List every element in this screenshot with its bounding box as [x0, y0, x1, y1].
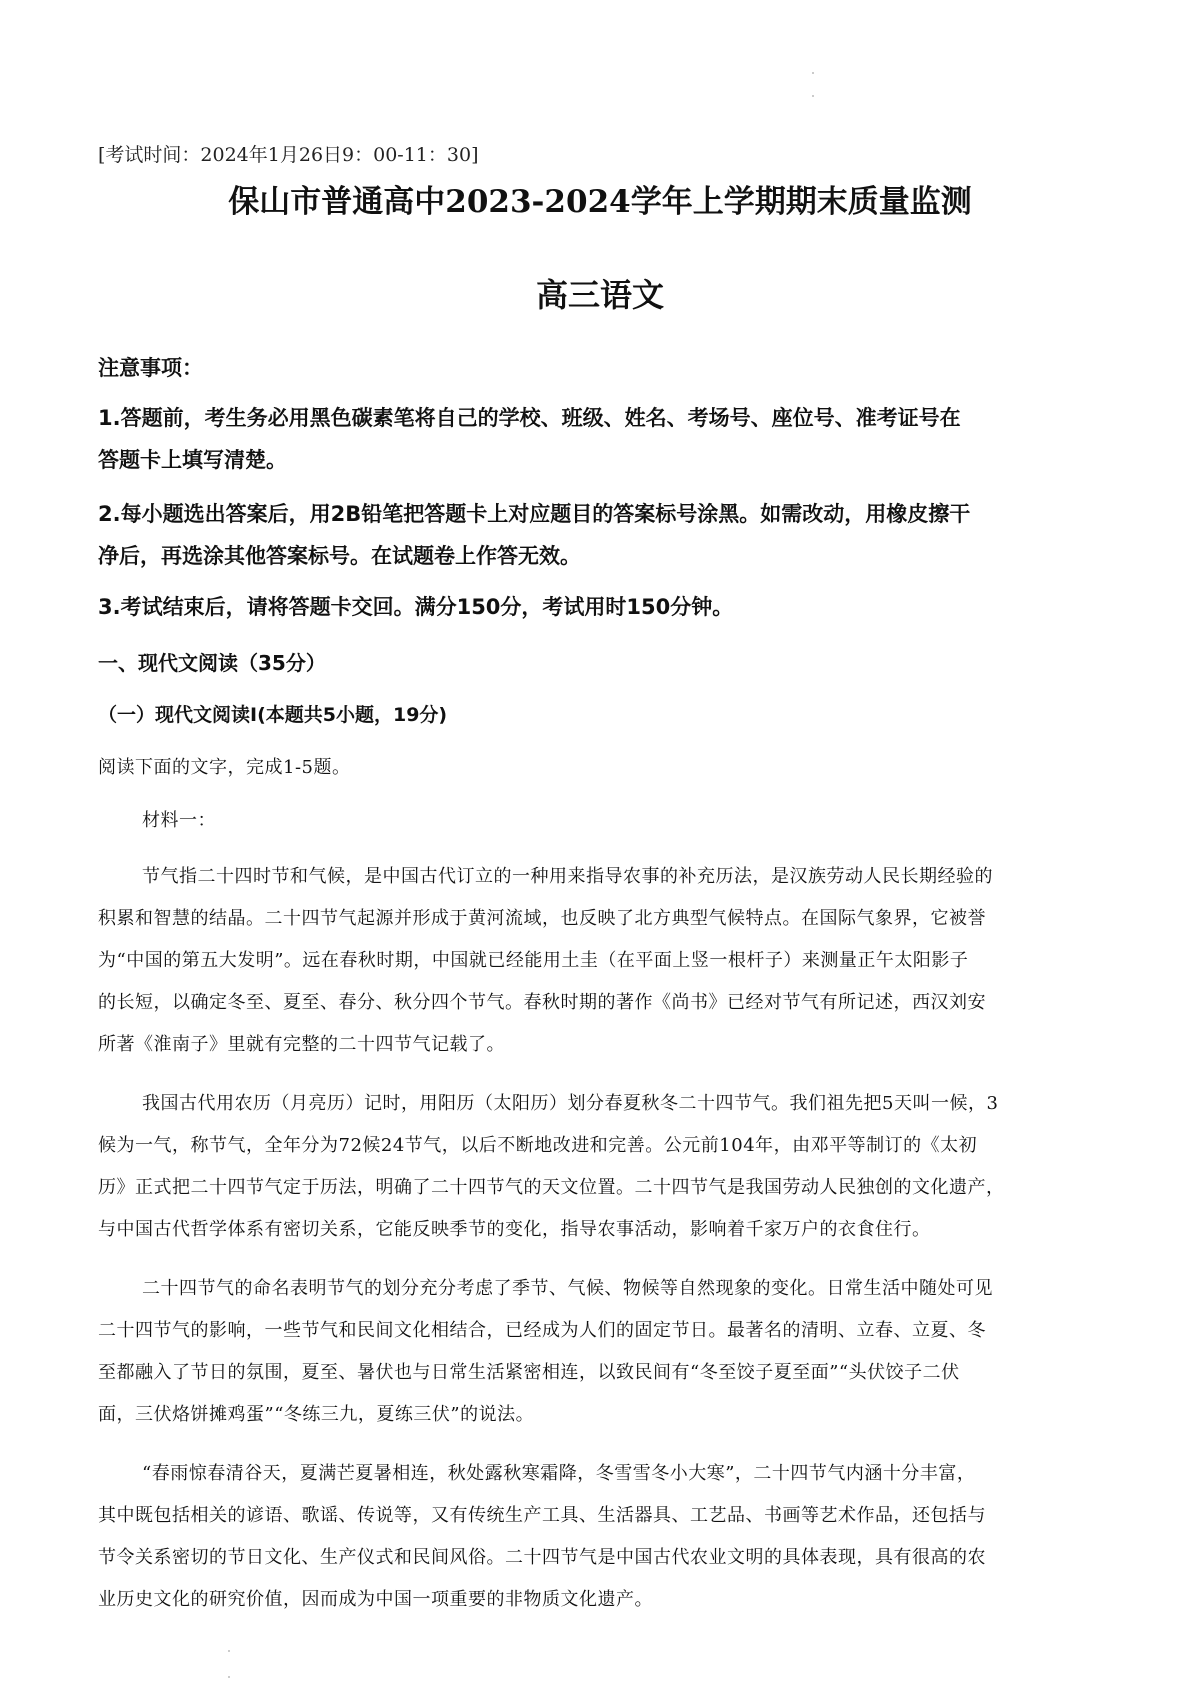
paragraph-4-line: “春雨惊春清谷天，夏满芒夏暑相连，秋处露秋寒霜降，冬雪雪冬小大寒”，二十四节气内涵十分丰富，	[142, 1463, 976, 1484]
notice-item-1: 1.答题前，考生务必用黑色碳素笔将自己的学校、班级、姓名、考场号、座位号、准考证号在	[98, 406, 961, 430]
paragraph-4-line: 其中既包括相关的谚语、歌谣、传说等，又有传统生产工具、生活器具、工艺品、书画等艺术作品，还包括与	[98, 1505, 986, 1526]
paragraph-3-line: 二十四节气的影响，一些节气和民间文化相结合，已经成为人们的固定节日。最著名的清明、立春、立夏、冬	[98, 1320, 986, 1341]
paragraph-1-line: 积累和智慧的结晶。二十四节气起源并形成于黄河流域，也反映了北方典型气候特点。在国际气象界，它被誉	[98, 908, 986, 929]
paragraph-4-line: 节令关系密切的节日文化、生产仪式和民间风俗。二十四节气是中国古代农业文明的具体表现，具有很高的农	[98, 1547, 986, 1568]
paragraph-1-line: 为“中国的第五大发明”。远在春秋时期，中国就已经能用土圭（在平面上竖一根杆子）来测量正午太阳影子	[98, 950, 969, 971]
notice-item-1-cont: 答题卡上填写清楚。	[98, 448, 287, 472]
paragraph-1-line: 所著《淮南子》里就有完整的二十四节气记载了。	[98, 1034, 505, 1055]
paragraph-2-line: 历》正式把二十四节气定于历法，明确了二十四节气的天文位置。二十四节气是我国劳动人民独创的文化遗产，	[98, 1177, 1005, 1198]
paragraph-1-line: 的长短，以确定冬至、夏至、春分、秋分四个节气。春秋时期的著作《尚书》已经对节气有所记述，西汉刘安	[98, 992, 986, 1013]
paragraph-1-line: 节气指二十四时节和气候，是中国古代订立的一种用来指导农事的补充历法，是汉族劳动人民长期经验的	[142, 866, 993, 887]
scan-speck	[228, 1676, 230, 1678]
scan-speck	[228, 1650, 230, 1652]
paragraph-3-line: 二十四节气的命名表明节气的划分充分考虑了季节、气候、物候等自然现象的变化。日常生活中随处可见	[142, 1278, 993, 1299]
exam-title: 保山市普通高中2023-2024学年上学期期末质量监测	[228, 184, 972, 220]
exam-time: [考试时间：2024年1月26日9：00-11：30]	[98, 144, 479, 166]
paragraph-4-line: 业历史文化的研究价值，因而成为中国一项重要的非物质文化遗产。	[98, 1589, 653, 1610]
paragraph-2-line: 候为一气，称节气，全年分为72候24节气，以后不断地改进和完善。公元前104年，由邓平等制订的《太初	[98, 1135, 978, 1156]
scan-speck	[812, 72, 814, 74]
material-label: 材料一：	[142, 810, 216, 831]
paragraph-3-line: 至都融入了节日的氛围，夏至、暑伏也与日常生活紧密相连，以致民间有“冬至饺子夏至面”“头伏饺子二伏	[98, 1362, 960, 1383]
scan-speck	[812, 95, 814, 97]
exam-subject: 高三语文	[535, 276, 664, 314]
section-heading: 一、现代文阅读（35分）	[98, 651, 326, 675]
paragraph-2-line: 我国古代用农历（月亮历）记时，用阳历（太阳历）划分春夏秋冬二十四节气。我们祖先把5天叫一候，3	[142, 1093, 999, 1114]
notice-item-3: 3.考试结束后，请将答题卡交回。满分150分，考试用时150分钟。	[98, 595, 734, 619]
notice-heading: 注意事项：	[98, 355, 203, 380]
subsection-heading: （一）现代文阅读Ⅰ(本题共5小题，19分)	[98, 704, 448, 726]
paragraph-2-line: 与中国古代哲学体系有密切关系，它能反映季节的变化，指导农事活动，影响着千家万户的衣食住行。	[98, 1219, 931, 1240]
paragraph-3-line: 面，三伏烙饼摊鸡蛋”“冬练三九，夏练三伏”的说法。	[98, 1404, 535, 1425]
notice-item-2: 2.每小题选出答案后，用2B铅笔把答题卡上对应题目的答案标号涂黑。如需改动，用橡皮擦干	[98, 502, 971, 526]
notice-item-2-cont: 净后，再选涂其他答案标号。在试题卷上作答无效。	[98, 544, 581, 568]
reading-instruction: 阅读下面的文字，完成1-5题。	[98, 757, 351, 778]
